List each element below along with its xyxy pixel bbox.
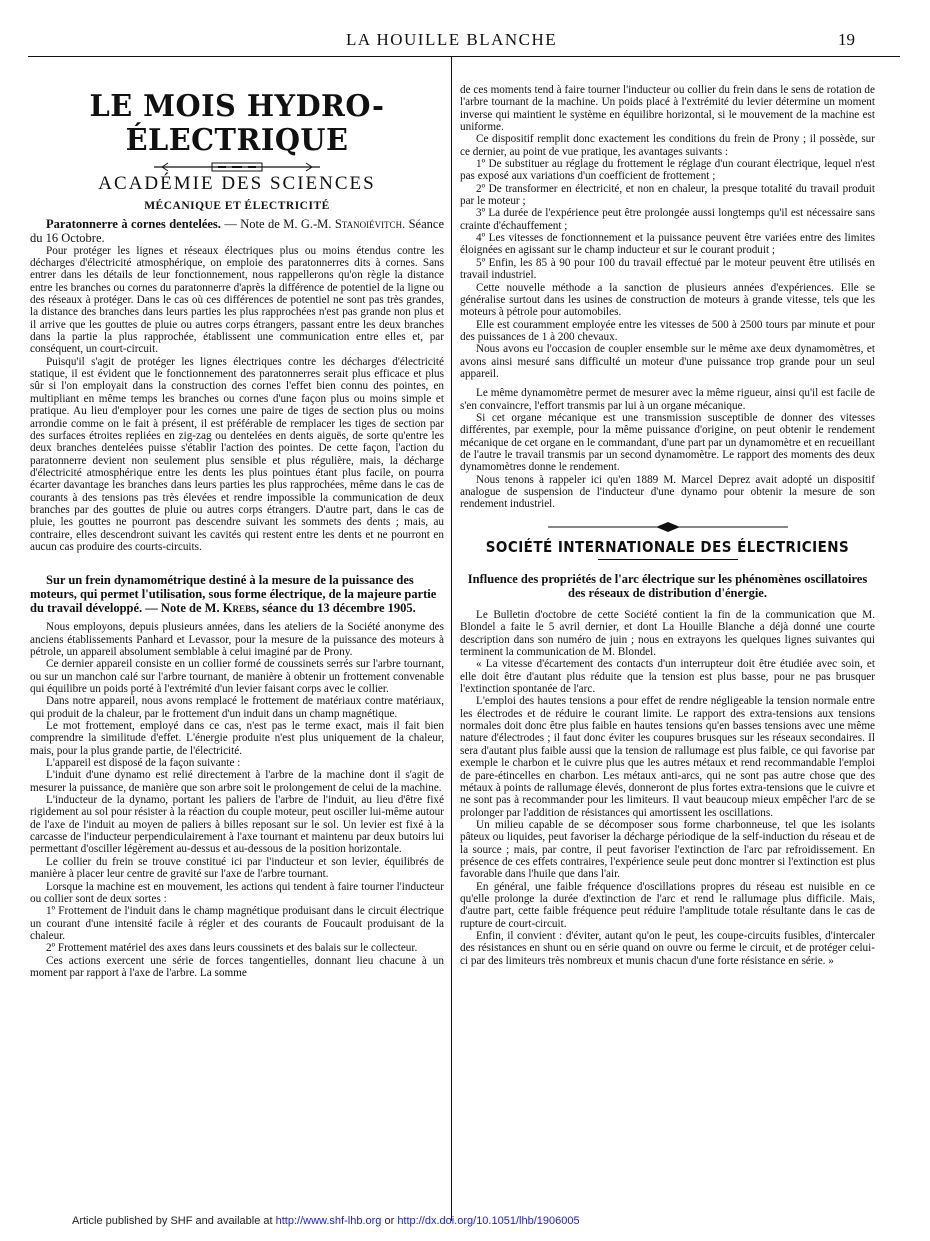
- running-head: [0, 30, 930, 52]
- article2-paragraph: 1º De substituer au réglage du frottement le réglage d'un courant électrique, lequel n'est pas exposé aux variations d'un coefficient de frottement ;: [460, 158, 875, 183]
- footer-link-doi[interactable]: http://dx.doi.org/10.1051/lhb/1906005: [397, 1215, 580, 1227]
- article2-paragraph: 3º La durée de l'expérience peut être prolongée aussi longtemps qu'il est nécessaire sans crainte d'échauffement ;: [460, 207, 875, 232]
- section-divider: [460, 521, 875, 533]
- header-rule: [28, 56, 900, 57]
- article1-paragraph: Puisqu'il s'agit de protéger les lignes électriques contre les décharges d'électricité statique, il est évident que le fonctionnement des paratonnerres serait plus efficace et plus sûr si l'on employait dans la construction des cornes l'effet bien connu des pointes, en multipliant en même temps les branches ou cornes d'une façon plus ou moins simple et pratique. Au lieu d'employer pour les cornes une paire de tiges de section plus ou moins arrondie comme on le fait à présent, il est préférable de remplacer les tiges de section par des surfaces étroites repliées en zig-zag ou dentelées en dents aiguës, de sorte qu'entre les deux branches dentelées puisse s'établir l'action des pointes. De cette façon, l'action du paratonnerre devient non seulement plus sensible et plus régulière, mais, la décharge d'électricité atmosphérique entre les dents les plus pointues étant plus facile, on pourra écarter davantage les branches dans leurs parties les plus rapprochées, même dans le cas de courants à des tensions pas très élevées et rendre impossible la communication de deux branches par des gouttes de pluie ou autres corps étrangers. D'autre part, dans le cas de pluie, les gouttes ne pourront pas descendre suivant les sommets des dents ; mais, au contraire, elles descendront suivant les cavités qui restent entre les dents et ne pourront en aucun cas produire des courts-circuits.: [30, 355, 444, 553]
- footer-middle: or: [381, 1215, 398, 1227]
- column-rule: [451, 56, 452, 1221]
- article2-paragraph: Si cet organe mécanique est une transmission susceptible de donner des vitesses différentes, par exemple, pour la même puissance d'origine, on peut obtenir le rendement mécanique de cet organe en le commandant, d'une part par un dynamomètre et en recueillant de l'autre le travail transmis par un second dynamomètre. Le rapport des moments des deux dynamomètres donne le rendement.: [460, 411, 875, 474]
- article3-paragraph: Le Bulletin d'octobre de cette Société contient la fin de la communication que M. Blondel a faite le 5 avril dernier, et dont La Houille Blanche a déjà donné une courte description dans son numéro de juin ; nous en extrayons les quelques lignes suivantes qui terminent la communication de M. Blondel.: [460, 609, 875, 659]
- article1-heading: [30, 217, 444, 245]
- academy-heading: ACADÉMIE DES SCIENCES: [98, 173, 376, 194]
- article2-paragraph: de ces moments tend à faire tourner l'inducteur ou collier du frein dans le sens de rotation de l'arbre tournant de la machine. Un poids placé à l'extrémité du levier détermine un moment inverse qui maintient le système en équilibre horizontal, si le mouvement de la machine est uniforme.: [460, 84, 875, 134]
- article2-paragraph: Nous tenons à rappeler ici qu'en 1889 M. Marcel Deprez avait adopté un dispositif analogue de suspension de l'inducteur d'une dynamo pour obtenir la mesure de son rendement industriel.: [460, 473, 875, 511]
- masthead-title: LE MOIS HYDRO-ÉLECTRIQUE: [89, 89, 385, 158]
- journal-title: LA HOUILLE BLANCHE: [346, 30, 558, 49]
- article2-paragraph: L'induit d'une dynamo est relié directement à l'arbre de la machine dont il s'agit de mesurer la puissance, de manière que son arbre soit le prolongement de celui de la machine.: [30, 769, 444, 794]
- article2-paragraph: Le mot frottement, employé dans ce cas, n'est pas le terme exact, mais il fait bien comprendre la similitude d'effet. L'énergie produite n'est plus uniquement de la chaleur, mais, pour la plus grande partie, de l'électricité.: [30, 720, 444, 757]
- page-number: 19: [838, 30, 855, 49]
- left-column: [30, 90, 444, 979]
- section-heading: MÉCANIQUE ET ÉLECTRICITÉ: [144, 200, 330, 213]
- masthead-ornament: [30, 160, 444, 174]
- article1-author: Stanoiévitch: [334, 216, 403, 231]
- article2-paragraph: Ce dernier appareil consiste en un collier formé de coussinets serrés sur l'arbre tournant, ou sur un manchon calé sur l'arbre tournant, de manière à obtenir un frottement convenable qui équilibre un poids porté à l'extrémité d'un levier faisant corps avec le collier.: [30, 658, 444, 695]
- article2-paragraph: 5º Enfin, les 85 à 90 pour 100 du travail effectué par le moteur peuvent être utilisés en travail industriel.: [460, 256, 875, 282]
- article2-paragraph: Nous avons eu l'occasion de coupler ensemble sur le même axe deux dynamomètres, et avons ainsi mesuré sans difficulté un moteur d'une puissance trop grande pour un seul appareil.: [460, 343, 875, 380]
- article2-paragraph: Ce dispositif remplit donc exactement les conditions du frein de Prony ; il possède, sur ce dernier, au point de vue pratique, les avantages suivants :: [460, 133, 875, 158]
- society-rule: [598, 559, 738, 560]
- footer-prefix: Article published by SHF and available at: [72, 1215, 276, 1227]
- society-heading: SOCIÉTÉ INTERNATIONALE DES ÉLECTRICIENS: [485, 537, 850, 556]
- article2-paragraph: L'inducteur de la dynamo, portant les paliers de l'arbre de l'induit, au lieu d'être fixé rigidement au sol pour résister à la réaction du couple moteur, peut osciller lui-même autour de l'axe de l'induit au moyen de paliers à billes reposant sur le sol. Un levier est fixé à la carcasse de l'inducteur perpendiculairement à l'axe tournant et maintenu par deux butoirs lui permettant d'osciller légèrement au-dessus et au-dessous de la position horizontale.: [30, 794, 444, 856]
- article2-byline-suffix: , séance du 13 décembre 1905.: [255, 601, 416, 616]
- article3-paragraph: Un milieu capable de se décomposer sous forme charbonneuse, tel que les isolants pâteux ou liquides, peut favoriser la décharge périodique de la self-induction du réseau et de la source ; mais, par contre, il peut favoriser l'extinction de l'arc par refroidissement. En présence de ces effets contraires, l'expérience seule peut donc montrer si l'extinction est plus favorable dans l'huile que dans l'air.: [460, 818, 875, 881]
- article2-paragraph: Cette nouvelle méthode a la sanction de plusieurs années d'expériences. Elle se généralise surtout dans les usines de construction de moteurs à grande vitesse, tels que les moteurs à pétrole pour automobiles.: [460, 281, 875, 319]
- article2-paragraph: Le collier du frein se trouve constitué ici par l'inducteur et son levier, équilibrés de manière à placer leur centre de gravité sur l'axe de l'arbre tournant.: [30, 855, 444, 881]
- article2-heading: [30, 573, 444, 615]
- article3-title: Influence des propriétés de l'arc électrique sur les phénomènes oscillatoires des réseaux de distribution d'énergie.: [467, 572, 868, 601]
- article1-byline-suffix: . Séance du 16 Octobre.: [30, 216, 445, 245]
- article3-paragraph: « La vitesse d'écartement des contacts d'un interrupteur doit être étudiée avec soin, et elle doit être d'autant plus réduite que la tension est plus basse, pour ne pas brusquer l'extinction spontanée de l'arc.: [460, 658, 875, 696]
- article2-byline-prefix: — Note de M.: [142, 601, 223, 616]
- footer-link-site[interactable]: http://www.shf-lhb.org: [275, 1215, 382, 1227]
- article2-paragraph: Elle est couramment employée entre les vitesses de 500 à 2500 tours par minute et pour des puissances de 1 à 200 chevaux.: [460, 318, 875, 343]
- article2-paragraph: 4º Les vitesses de fonctionnement et la puissance peuvent être variées entre des limites éloignées en agissant sur le champ inducteur et sur le courant produit ;: [460, 232, 875, 257]
- article3-paragraph: L'emploi des hautes tensions a pour effet de rendre négligeable la tension normale entre les électrodes et de réduire le courant limite. Le rapport des extra-tensions aux tensions normales doit donc être plus faible en hautes tensions qu'en basses tensions avec une même nature d'électrodes ; il faut donc éviter les coupures brusques sur les réseaux secondaires. Il sera d'autant plus faible aussi que la tension de rallumage est plus faible, ce qui favorise par exemple le charbon et le cuivre plus que les autres métaux et rend recommandable l'emploi de pare-étincelles en charbon. Les métaux anti-arcs, qui ne sont pas autre chose que des métaux à points de rallumage élevés, donneront de plus fortes extra-tensions que le cuivre et ne sont pas à recommander pour les limiteurs. Il vaut beaucoup mieux empêcher l'arc de se prolonger par l'addition de résistances qui amortissent les oscillations.: [460, 695, 875, 819]
- article2-title: Sur un frein dynamométrique destiné à la mesure de la puissance des moteurs, qui permet l'utilisation, sous forme électrique, de la majeure partie du travail développé.: [30, 573, 437, 616]
- article1-paragraph: Pour protéger les lignes et réseaux électriques plus ou moins étendus contre les décharges d'électricité atmosphérique, on emploie des paratonnerres dits à cornes. Sans entrer dans les détails de leur fonctionnement, nous rappellerons qu'on règle la distance entre les branches ou cornes du paratonnerre d'après la différence de potentiel de la ligne ou des réseaux à protéger. Dans le cas où ces différences de potentiel ne sont pas très grandes, la distance des branches dans leurs parties les plus rapprochées n'est pas grande non plus et il arrive que les gouttes de pluie ou autres corps étrangers, passant entre les deux branches dans la partie la plus rapprochée, établissent une communication entre elles et, par conséquent, un court-circuit.: [30, 244, 444, 356]
- article2-paragraph: Dans notre appareil, nous avons remplacé le frottement de matériaux contre matériaux, qui produit de la chaleur, par le frottement d'un induit dans un champ magnétique.: [30, 695, 444, 720]
- article2-paragraph: Le même dynamomètre permet de mesurer avec la même rigueur, ainsi qu'il est facile de s'en convaincre, l'effort transmis par lui à un organe mécanique.: [460, 387, 875, 412]
- article1-title: Paratonnerre à cornes dentelées.: [46, 216, 221, 231]
- article2-author: Krebs: [222, 601, 256, 616]
- article3-paragraph: En général, une faible fréquence d'oscillations propres du réseau est nuisible en ce qu'elle prolonge la durée d'extinction de l'arc et rend le rallumage plus difficile. Mais, d'autre part, cette faible fréquence peut réduire l'amplitude totale résultante dans le cas de rupture de court-circuit.: [460, 880, 875, 930]
- article2-paragraph: L'appareil est disposé de la façon suivante :: [46, 757, 241, 770]
- footer: [72, 1215, 580, 1227]
- article2-paragraph: Ces actions exercent une série de forces tangentielles, donnant lieu chacune à un moment par rapport à l'axe de l'arbre. La somme: [30, 954, 444, 979]
- right-column: [460, 84, 875, 967]
- article2-paragraph: 2º Frottement matériel des axes dans leurs coussinets et des balais sur le collecteur.: [46, 942, 418, 955]
- article3-paragraph: Enfin, il convient : d'éviter, autant qu'on le peut, les coupe-circuits fusibles, d'intercaler des résistances en shunt ou en série quand on ouvre ou ferme le circuit, et de protéger celui-ci par des limiteurs très nombreux et munis chacun d'une forte résistance en série. »: [460, 929, 875, 967]
- article2-paragraph: Nous employons, depuis plusieurs années, dans les ateliers de la Société anonyme des anciens établissements Panhard et Levassor, pour la mesure de la puissance des moteurs à pétrole, un appareil absolument semblable à celui imaginé par de Prony.: [30, 621, 444, 658]
- article1-byline-prefix: — Note de M. G.-M.: [220, 216, 335, 231]
- article2-paragraph: 2º De transformer en électricité, et non en chaleur, la presque totalité du travail produit par le moteur ;: [460, 182, 875, 208]
- article2-paragraph: Lorsque la machine est en mouvement, les actions qui tendent à faire tourner l'inducteur ou collier sont de deux sortes :: [30, 880, 444, 905]
- article2-paragraph: 1º Frottement de l'induit dans le champ magnétique produisant dans le circuit électrique un courant d'une intensité facile à régler et des courants de Foucault produisant de la chaleur.: [30, 905, 444, 942]
